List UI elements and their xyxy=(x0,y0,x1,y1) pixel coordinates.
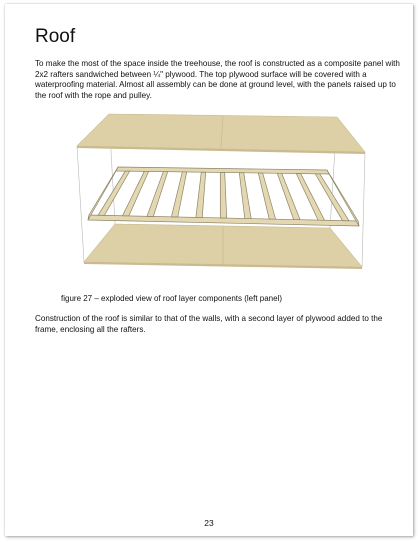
page-number: 23 xyxy=(204,518,214,528)
rafter xyxy=(122,171,148,215)
rafter xyxy=(277,173,300,219)
top-plywood-sheet xyxy=(77,114,365,154)
figure-caption: figure 27 – exploded view of roof layer components (left panel) xyxy=(61,294,283,303)
page-title: Roof xyxy=(35,26,76,47)
rafter xyxy=(258,173,275,219)
intro-paragraph: To make the most of the space inside the treehouse, the roof is constructed as a composite panel with 2x2 rafters sandwiched between ¼" plywood. The top plywood surface will be covered with a waterproofing material. Almost all assembly can be done at ground level, with the panels raised up to the roof with the rope and pulley. xyxy=(35,59,400,100)
document-page xyxy=(5,4,413,536)
rafter xyxy=(147,172,168,217)
guide-line-right xyxy=(362,152,365,267)
rafter xyxy=(196,172,206,217)
rafter-frame xyxy=(88,167,359,226)
rafter xyxy=(171,172,186,217)
guide-line-left xyxy=(77,146,84,262)
closing-paragraph: Construction of the roof is similar to that of the walls, with a second layer of plywood added to the frame, enclosing all the rafters. xyxy=(35,314,383,334)
rafter xyxy=(239,173,251,219)
rafters xyxy=(98,171,349,221)
rafter xyxy=(220,173,226,219)
bottom-plywood-sheet xyxy=(84,224,362,269)
roof-exploded-view-figure xyxy=(75,112,370,284)
